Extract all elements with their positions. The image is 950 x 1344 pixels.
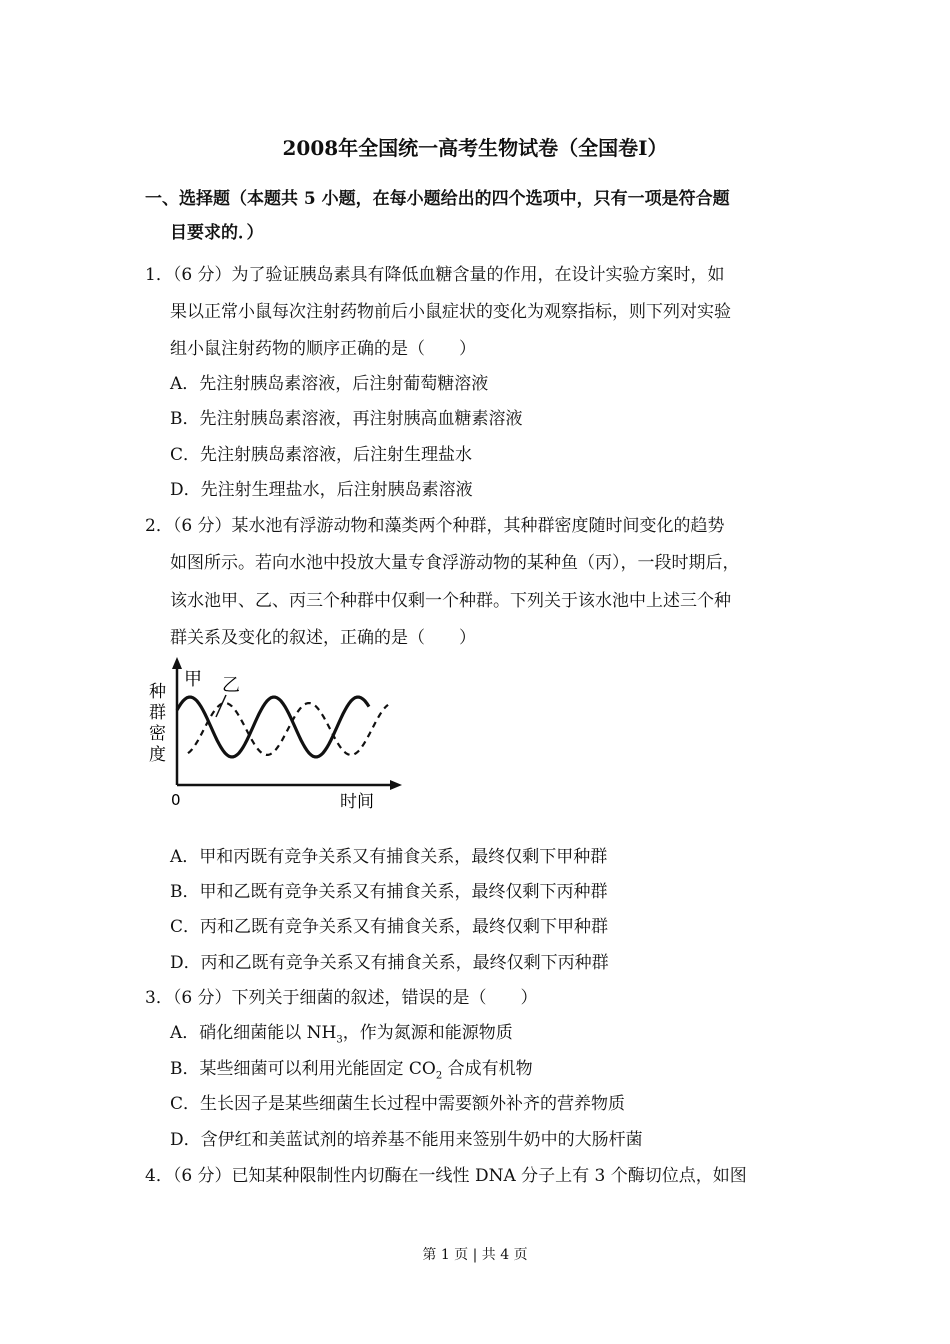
- q3-option-a-text: A．硝化细菌能以 NH: [170, 1023, 337, 1043]
- q4-line-1: 4．（6 分）已知某种限制性内切酶在一线性 DNA 分子上有 3 个酶切位点，如图: [145, 1166, 747, 1186]
- q3-option-b-text-end: 合成有机物: [442, 1059, 533, 1079]
- x-axis-label: 时间: [340, 792, 374, 812]
- q3-option-c: C．生长因子是某些细菌生长过程中需要额外补齐的营养物质: [170, 1094, 626, 1114]
- q2-option-d: D．丙和乙既有竞争关系又有捕食关系，最终仅剩下丙种群: [170, 953, 609, 973]
- q3-option-a: [170, 1018, 513, 1045]
- series-label-yi: 乙: [222, 675, 240, 696]
- page-footer: 第 1 页 | 共 4 页: [422, 1247, 528, 1263]
- q3-option-b: [170, 1054, 533, 1081]
- q1-option-a: A．先注射胰岛素溶液，后注射葡萄糖溶液: [170, 374, 489, 394]
- q3-option-b-subscript: 2: [435, 1070, 443, 1082]
- q2-line-2: 如图所示。若向水池中投放大量专食浮游动物的某种鱼（丙），一段时期后，: [170, 553, 740, 573]
- origin-label: 0: [171, 791, 181, 809]
- section-heading-line-2: 目要求的．）: [170, 223, 264, 243]
- series-label-jia: 甲: [184, 669, 202, 690]
- q1-line-2: 果以正常小鼠每次注射药物前后小鼠症状的变化为观察指标，则下列对实验: [170, 302, 731, 322]
- q2-option-c: C．丙和乙既有竞争关系又有捕食关系，最终仅剩下甲种群: [170, 917, 609, 937]
- q1-line-3: 组小鼠注射药物的顺序正确的是（ ）: [170, 339, 476, 359]
- section-heading-line-1: 一、选择题（本题共 5 小题，在每小题给出的四个选项中，只有一项是符合题: [145, 189, 730, 209]
- q3-option-b-text: B．某些细菌可以利用光能固定 CO: [170, 1059, 436, 1079]
- q3-line-1: 3．（6 分）下列关于细菌的叙述，错误的是（ ）: [145, 988, 538, 1008]
- y-axis-label-char-4: 度: [149, 745, 166, 765]
- q1-option-c: C．先注射胰岛素溶液，后注射生理盐水: [170, 445, 473, 465]
- q2-line-3: 该水池甲、乙、丙三个种群中仅剩一个种群。下列关于该水池中上述三个种: [170, 591, 731, 611]
- y-axis-label-char-1: 种: [149, 682, 166, 702]
- q1-option-b: B．先注射胰岛素溶液，再注射胰高血糖素溶液: [170, 409, 523, 429]
- y-axis-arrow: [172, 657, 182, 669]
- y-axis-label-char-2: 群: [149, 703, 166, 723]
- q2-option-a: A．甲和丙既有竞争关系又有捕食关系，最终仅剩下甲种群: [170, 847, 608, 867]
- q1-option-d: D．先注射生理盐水，后注射胰岛素溶液: [170, 480, 473, 500]
- q3-option-a-subscript: 3: [336, 1034, 343, 1046]
- q3-option-a-text-end: ，作为氮源和能源物质: [342, 1023, 513, 1043]
- y-axis-label-char-3: 密: [149, 724, 166, 744]
- section-heading: [145, 182, 815, 250]
- q1-line-1: 1．（6 分）为了验证胰岛素具有降低血糖含量的作用，在设计实验方案时，如: [145, 265, 725, 285]
- q2-line-1: 2．（6 分）某水池有浮游动物和藻类两个种群，其种群密度随时间变化的趋势: [145, 516, 725, 536]
- q2-line-4: 群关系及变化的叙述，正确的是（ ）: [170, 628, 476, 648]
- q3-option-d: D．含伊红和美蓝试剂的培养基不能用来签别牛奶中的大肠杆菌: [170, 1130, 643, 1150]
- page-title: 2008年全国统一高考生物试卷（全国卷Ⅰ）: [282, 136, 668, 160]
- population-density-chart: [140, 655, 410, 815]
- q2-option-b: B．甲和乙既有竞争关系又有捕食关系，最终仅剩下丙种群: [170, 882, 608, 902]
- x-axis-arrow: [390, 780, 402, 790]
